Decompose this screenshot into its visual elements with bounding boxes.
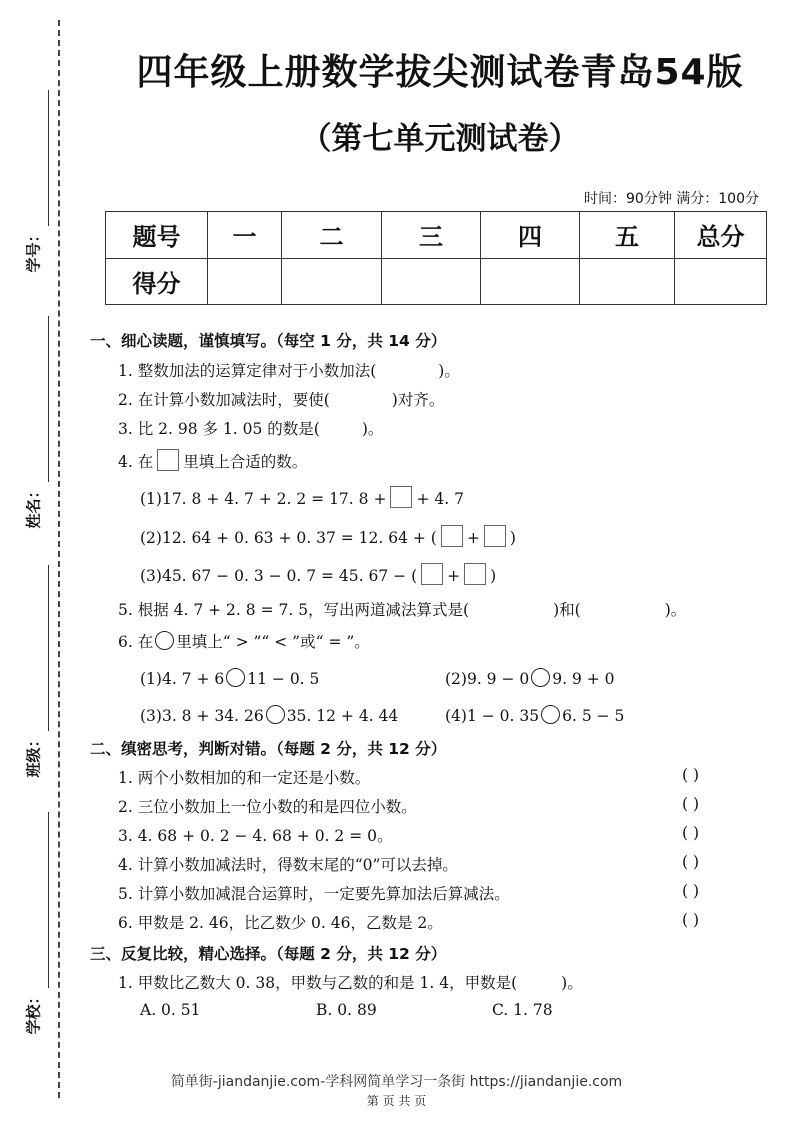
question-1-6-3: (3)3. 8 + 34. 26 35. 12 + 4. 44 — [140, 707, 399, 725]
judge-item: 6. 甲数是 2. 46，比乙数少 0. 46，乙数是 2。 — [118, 914, 443, 932]
name-line — [48, 316, 49, 482]
judge-answer-paren[interactable]: ( ) — [682, 766, 700, 784]
score-header-cell: 总分 — [675, 212, 767, 259]
judge-answer-paren[interactable]: ( ) — [682, 911, 700, 929]
question-3-1: 1. 甲数比乙数大 0. 38，甲数与乙数的和是 1. 4，甲数是( )。 — [118, 974, 583, 992]
answer-box[interactable] — [441, 525, 463, 547]
judge-item: 5. 计算小数加减混合运算时，一定要先算加法后算减法。 — [118, 885, 510, 903]
choice-option-b[interactable]: B. 0. 89 — [316, 1001, 377, 1019]
score-header-cell: 五 — [580, 212, 675, 259]
answer-box[interactable] — [390, 486, 412, 508]
time-score-info: 时间：90分钟 满分：100分 — [584, 191, 759, 207]
school-label: 学校： — [24, 989, 43, 1035]
answer-circle[interactable] — [531, 668, 550, 687]
question-1-4-3: (3)45. 67 − 0. 3 − 0. 7 = 45. 67 − ( + ) — [140, 563, 496, 585]
student-id-field — [14, 90, 54, 273]
class-line — [48, 565, 49, 731]
answer-box[interactable] — [464, 563, 486, 585]
judge-item: 2. 三位小数加上一位小数的和是四位小数。 — [118, 798, 417, 816]
score-header-cell: 二 — [282, 212, 382, 259]
answer-box[interactable] — [484, 525, 506, 547]
question-1-4-1: (1)17. 8 + 4. 7 + 2. 2 = 17. 8 + + 4. 7 — [140, 486, 464, 508]
student-id-label: 学号： — [24, 227, 43, 273]
judge-item: 4. 计算小数加减法时，得数末尾的“0”可以去掉。 — [118, 856, 458, 874]
name-field — [14, 316, 54, 529]
choice-option-a[interactable]: A. 0. 51 — [140, 1001, 201, 1019]
judge-item: 3. 4. 68 + 0. 2 − 4. 68 + 0. 2 = 0。 — [118, 827, 393, 845]
score-header-cell: 三 — [382, 212, 481, 259]
question-1-6-1: (1)4. 7 + 6 11 − 0. 5 — [140, 670, 320, 688]
score-header-cell: 题号 — [106, 212, 208, 259]
judge-answer-paren[interactable]: ( ) — [682, 824, 700, 842]
judge-item: 1. 两个小数相加的和一定还是小数。 — [118, 769, 371, 787]
question-1-4: 4. 在 里填上合适的数。 — [118, 449, 307, 472]
judge-answer-paren[interactable]: ( ) — [682, 882, 700, 900]
score-cell[interactable] — [675, 258, 767, 305]
question-1-6-2: (2)9. 9 − 0 9. 9 + 0 — [445, 670, 615, 688]
page-subtitle: （第七单元测试卷） — [300, 121, 580, 157]
score-cell[interactable] — [282, 258, 382, 305]
score-cell[interactable] — [382, 258, 481, 305]
question-1-6-4: (4)1 − 0. 35 6. 5 − 5 — [445, 707, 625, 725]
section-1-title: 一、细心读题，谨慎填写。（每空 1 分，共 14 分） — [90, 332, 447, 350]
score-header-cell: 一 — [208, 212, 282, 259]
answer-circle[interactable] — [266, 705, 285, 724]
student-id-line — [48, 90, 49, 226]
name-label: 姓名： — [24, 483, 43, 529]
choice-option-c[interactable]: C. 1. 78 — [492, 1001, 553, 1019]
class-field — [14, 565, 54, 778]
section-2-title: 二、缜密思考，判断对错。（每题 2 分，共 12 分） — [90, 740, 447, 758]
question-1-5: 5. 根据 4. 7 + 2. 8 = 7. 5，写出两道减法算式是( )和( )。 — [118, 601, 687, 619]
score-row-label: 得分 — [106, 258, 208, 305]
school-line — [48, 812, 49, 988]
question-1-1: 1. 整数加法的运算定律对于小数加法( )。 — [118, 362, 460, 380]
section-3-title: 三、反复比较，精心选择。（每题 2 分，共 12 分） — [90, 945, 447, 963]
score-cell[interactable] — [208, 258, 282, 305]
score-table-header-row — [106, 212, 767, 259]
score-cell[interactable] — [481, 258, 580, 305]
answer-circle[interactable] — [541, 705, 560, 724]
page-title: 四年级上册数学拔尖测试卷青岛54版 — [136, 52, 744, 93]
answer-circle[interactable] — [226, 668, 245, 687]
class-label: 班级： — [24, 732, 43, 778]
square-box — [157, 449, 179, 471]
circle-symbol — [155, 631, 174, 650]
question-1-4-2: (2)12. 64 + 0. 63 + 0. 37 = 12. 64 + ( + ) — [140, 525, 516, 547]
school-field — [14, 812, 54, 1035]
question-1-6: 6. 在 里填上“ > ”“ < ”或“ = ”。 — [118, 633, 370, 651]
binding-dashed-line — [58, 20, 60, 1098]
question-1-3: 3. 比 2. 98 多 1. 05 的数是( )。 — [118, 420, 384, 438]
score-header-cell: 四 — [481, 212, 580, 259]
judge-answer-paren[interactable]: ( ) — [682, 795, 700, 813]
score-table — [105, 211, 767, 305]
answer-box[interactable] — [421, 563, 443, 585]
footer-source: 简单街-jiandanjie.com-学科网简单学习一条街 https://jiandanjie.com — [170, 1074, 623, 1090]
judge-answer-paren[interactable]: ( ) — [682, 853, 700, 871]
question-1-2: 2. 在计算小数加减法时，要使( )对齐。 — [118, 391, 445, 409]
page-number: 第 页 共 页 — [366, 1094, 427, 1108]
score-cell[interactable] — [580, 258, 675, 305]
score-table-score-row — [106, 258, 767, 305]
